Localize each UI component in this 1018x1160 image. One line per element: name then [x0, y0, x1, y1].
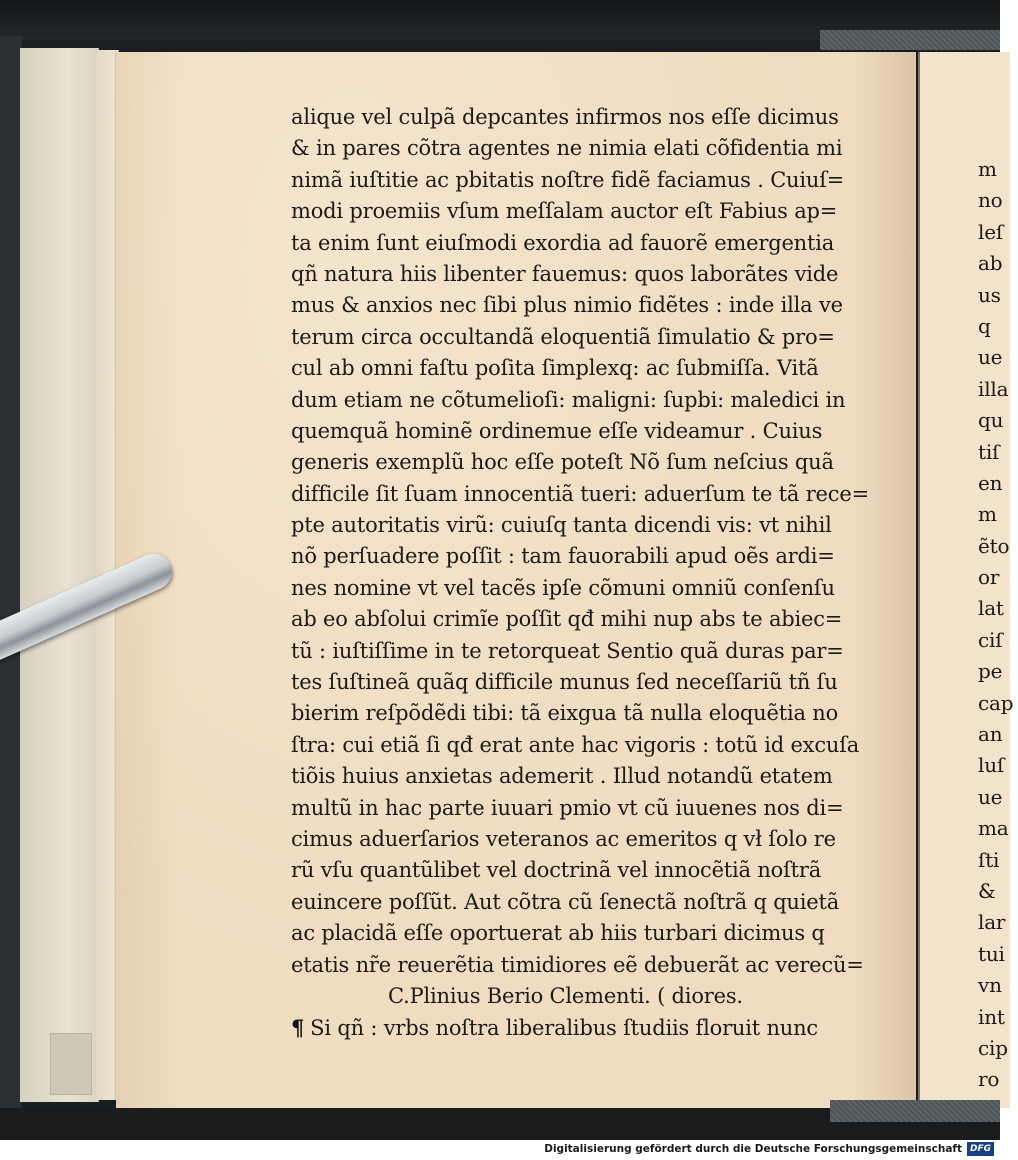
endleaf [20, 48, 99, 1102]
facing-text-line: ma [978, 816, 1009, 841]
text-line: ac placidã eſſe oportuerat ab hiis turbari dicimus q [291, 921, 825, 946]
facing-text-line: qu [978, 408, 1004, 433]
text-line: modi proemiis vſum meſſalam auctor eſt Fabius ap= [291, 199, 838, 224]
text-line: quemquã hominẽ ordinemue eſſe videamur . Cuius [291, 418, 823, 443]
text-line: tũ : iuſtiſſime in te retorqueat Sentio quã duras par= [291, 638, 844, 663]
facing-text-line: vn [978, 973, 1002, 998]
facing-text-line: q [978, 313, 991, 338]
text-line: mus & anxios nec ſibi plus nimio fidẽtes : inde illa ve [291, 293, 843, 318]
facing-text-line: m [978, 157, 997, 181]
facing-text-line: tui [978, 941, 1005, 966]
dfg-logo: DFG [967, 1142, 994, 1156]
text-line: nes nomine vt vel tacẽs ipſe cõmuni omniũ conſenſu [291, 575, 835, 600]
facing-text-line: ro [978, 1067, 1000, 1092]
binding-cloth-top [820, 30, 1000, 50]
text-line: cul ab omni faſtu poſita ſimplexq: ac ſubmiſſa. Vitã [291, 356, 819, 381]
facing-text-line: leſ [978, 219, 1004, 244]
text-line: generis exemplũ hoc eſſe poteſt Nõ ſum neſcius quã [291, 450, 834, 475]
facing-text-line: ſti [978, 847, 1000, 872]
text-line [291, 1012, 851, 1043]
text-line: & in pares cõtra agentes ne nimia elati cõfidentia mi [291, 136, 843, 161]
facing-text-line: cip [978, 1035, 1008, 1060]
footer [0, 1140, 1000, 1160]
text-line: cimus aduerſarios veteranos ac emeritos q vł ſolo re [291, 826, 836, 851]
text-line: terum circa occultandã eloquentiã ſimulatio & pro= [291, 324, 835, 349]
facing-text-line: illa [978, 376, 1009, 401]
facing-text-line: no [978, 188, 1003, 213]
text-line: pte autoritatis virũ: cuiuſq tanta dicendi vis: vt nihil [291, 513, 832, 538]
facing-text-line: us [978, 282, 1001, 307]
facing-page-text [978, 154, 1018, 1096]
text-line: euincere poſſũt. Aut cõtra cũ ſenectã noſtrã q quietã [291, 889, 840, 914]
text-line: difficile ſit ſuam innocentiã tueri: aduerſum te tã rece= [291, 481, 869, 506]
text-line: tes ſuſtineã quãq difficile munus ſed neceſſariũ tñ ſu [291, 670, 838, 695]
facing-text-line: ẽto [978, 533, 1010, 558]
text-line: qñ natura hiis libenter fauemus: quos laborãtes vide [291, 261, 839, 286]
facing-text-line: lat [978, 596, 1004, 621]
facing-text-line: cap [978, 690, 1014, 715]
text-line: ab eo abſolui crimĩe poſſit qđ mihi nup abs te abiec= [291, 607, 843, 632]
text-line: dum etiam ne cõtumelioſi: maligni: ſupbi: maledici in [291, 387, 846, 412]
facing-text-line: int [978, 1004, 1005, 1029]
facing-text-line: an [978, 722, 1003, 747]
text-line: rũ vſu quantũlibet vel doctrinã vel innocẽtiã noſtrã [291, 858, 822, 883]
text-line: tiõis huius anxietas ademerit . Illud notandũ etatem [291, 764, 833, 789]
binding-cloth-bottom [830, 1100, 1000, 1122]
facing-text-line: m [978, 502, 997, 527]
facing-text-line: lar [978, 910, 1006, 935]
paper-tab [50, 1033, 92, 1095]
text-line: C.Plinius Berio Clementi. ( diores. [388, 983, 743, 1008]
facing-text-line: en [978, 470, 1003, 495]
text-line: alique vel culpã depcantes infirmos nos eſſe dicimus [291, 105, 839, 129]
facing-text-line: ue [978, 345, 1003, 370]
text-line: etatis nr̃e reuerẽtia timidiores eẽ debuerãt ac verecũ= [291, 952, 864, 977]
text-line: nõ perſuadere poſſit : tam fauorabili apud oẽs ardi= [291, 544, 835, 569]
digitization-credit: Digitalisierung gefördert durch die Deutsche Forschungsgemeinschaft [544, 1143, 962, 1155]
text-line: ta enim ſunt eiuſmodi exordia ad fauorẽ emergentia [291, 230, 835, 255]
text-line: multũ in hac parte iuuari pmio vt cũ iuuenes nos di= [291, 795, 844, 820]
text-line-content: Si qñ : vrbs noſtra liberalibus ſtudiis floruit nunc [310, 1016, 818, 1041]
facing-page [918, 52, 1014, 1108]
facing-text-line: luſ [978, 753, 1005, 778]
pilcrow-mark: ¶ [291, 1015, 305, 1041]
text-line: nimã iuſtitie ac pbitatis noſtre fidẽ faciamus . Cuiuſ= [291, 167, 845, 192]
text-line: bierim reſpõdẽdi tibi: tã eixgua tã nulla eloquẽtia no [291, 701, 839, 726]
facing-text-line: ciſ [978, 627, 1003, 652]
facing-text-line: & [978, 878, 996, 903]
facing-text-line: pe [978, 659, 1003, 684]
cover-board-left [0, 36, 22, 1116]
facing-text-line: or [978, 565, 1000, 590]
facing-text-line: ue [978, 784, 1003, 809]
facing-text-line: ab [978, 251, 1003, 276]
text-line: ſtra: cui etiã ſi qđ erat ante hac vigoris : totũ id excuſa [291, 732, 860, 757]
facing-text-line: tiſ [978, 439, 1000, 464]
page-text-block [291, 102, 869, 1044]
